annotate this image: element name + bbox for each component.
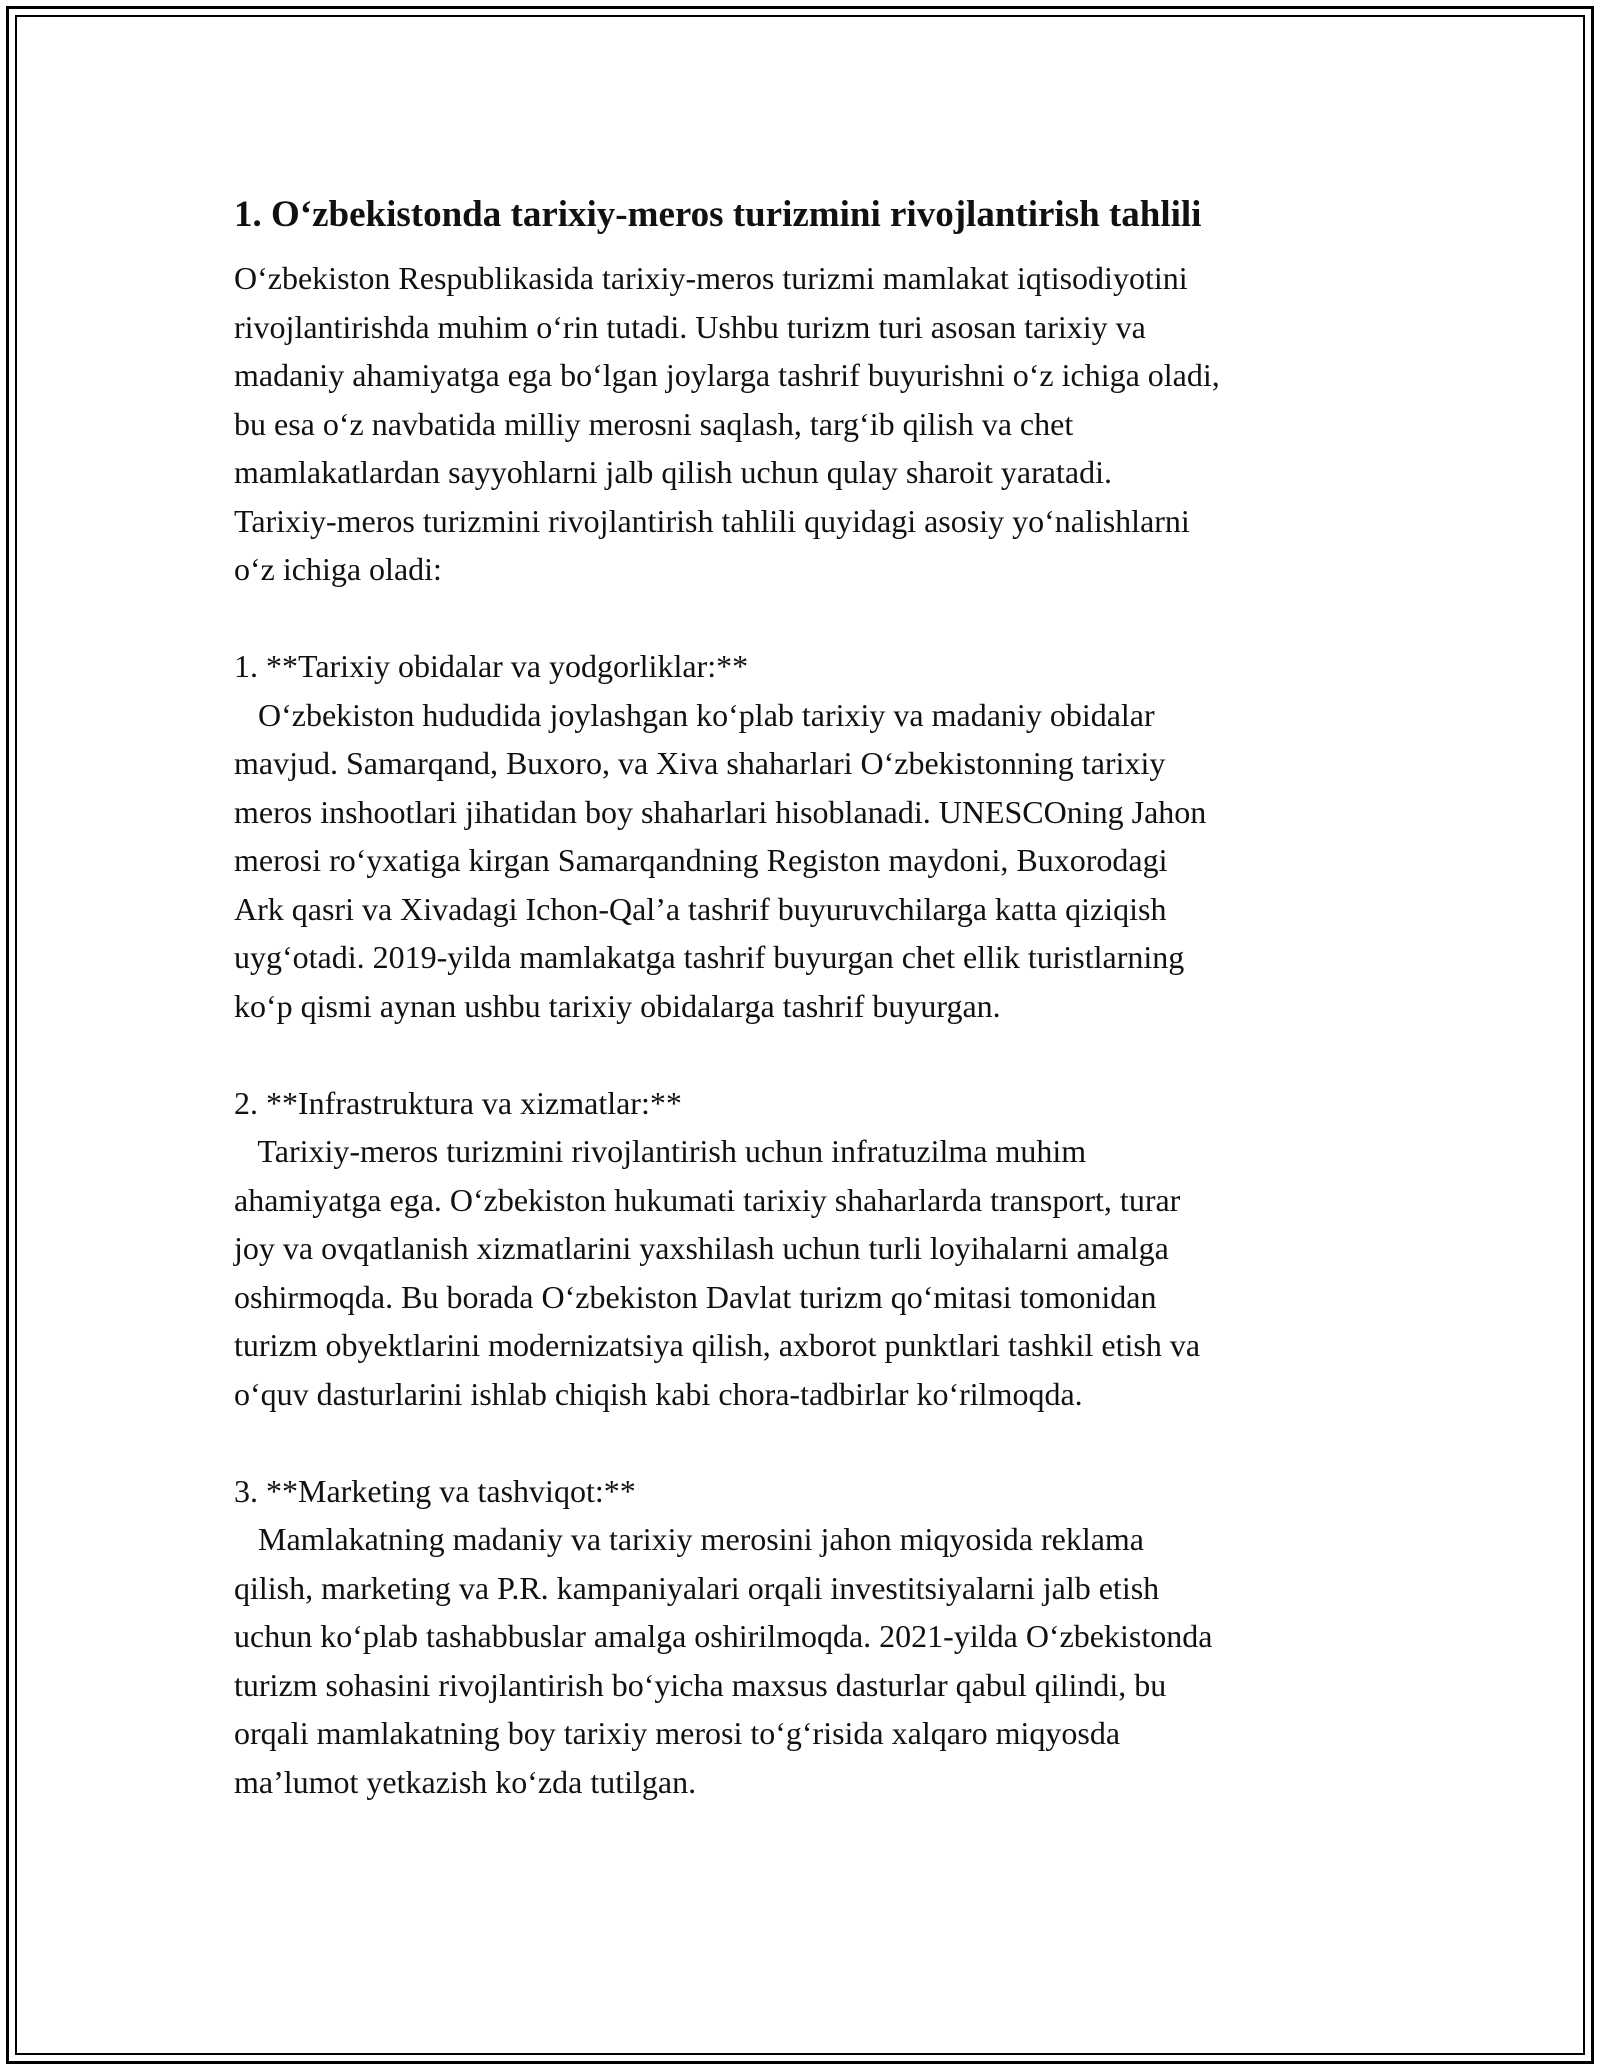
text-line: turizm obyektlarini modernizatsiya qilish, axborot punktlari tashkil etish va xyxy=(234,1327,1201,1363)
blank-line xyxy=(234,594,1394,643)
text-line: orqali mamlakatning boy tarixiy merosi to‘g‘risida xalqaro miqyosda xyxy=(234,1715,1121,1751)
text-line: o‘quv dasturlarini ishlab chiqish kabi chora-tadbirlar ko‘rilmoqda. xyxy=(234,1375,1083,1412)
text-line: ahamiyatga ega. O‘zbekiston hukumati tarixiy shaharlarda transport, turar xyxy=(234,1181,1181,1218)
text-line: joy va ovqatlanish xizmatlarini yaxshilash uchun turli loyihalarni amalga xyxy=(234,1230,1169,1266)
text-line: Mamlakatning madaniy va tarixiy merosini jahon miqyosida reklama xyxy=(234,1521,1144,1557)
blank-line xyxy=(234,1030,1394,1079)
list-item-historical-sites xyxy=(234,642,1394,1030)
list-item-infrastructure xyxy=(234,1079,1394,1419)
text-line: Ark qasri va Xivadagi Ichon-Qal’a tashrif buyuruvchilarga katta qiziqish xyxy=(234,890,1167,927)
document-body xyxy=(234,190,1394,1806)
text-line: O‘zbekiston Respublikasida tarixiy-meros turizmi mamlakat iqtisodiyotini xyxy=(234,260,1188,296)
text-line: Tarixiy-meros turizmini rivojlantirish uchun infratuzilma muhim xyxy=(234,1133,1087,1169)
text-line: Tarixiy-meros turizmini rivojlantirish tahlili quyidagi asosiy yo‘nalishlarni xyxy=(234,502,1190,539)
text-line: rivojlantirishda muhim o‘rin tutadi. Ushbu turizm turi asosan tarixiy va xyxy=(234,308,1146,345)
list-item-title: 2. **Infrastruktura va xizmatlar:** xyxy=(234,1084,682,1121)
text-line: turizm sohasini rivojlantirish bo‘yicha maxsus dasturlar qabul qilindi, bu xyxy=(234,1666,1167,1703)
list-item-title: 3. **Marketing va tashviqot:** xyxy=(234,1472,636,1509)
text-line: ma’lumot yetkazish ko‘zda tutilgan. xyxy=(234,1763,697,1800)
text-line: mamlakatlardan sayyohlarni jalb qilish uchun qulay sharoit yaratadi. xyxy=(234,454,1112,490)
text-line: oshirmoqda. Bu borada O‘zbekiston Davlat turizm qo‘mitasi tomonidan xyxy=(234,1278,1157,1315)
text-line: uyg‘otadi. 2019-yilda mamlakatga tashrif buyurgan chet ellik turistlarning xyxy=(234,939,1185,975)
list-item-title: 1. **Tarixiy obidalar va yodgorliklar:** xyxy=(234,648,749,684)
text-line: merosi ro‘yxatiga kirgan Samarqandning Registon maydoni, Buxorodagi xyxy=(234,842,1168,878)
text-line: O‘zbekiston hududida joylashgan ko‘plab tarixiy va madaniy obidalar xyxy=(234,696,1155,733)
section-heading: 1. O‘zbekistonda tarixiy-meros turizmini rivojlantirish tahlili xyxy=(234,194,1202,235)
text-line: mavjud. Samarqand, Buxoro, va Xiva shaharlari O‘zbekistonning tarixiy xyxy=(234,745,1166,781)
text-line: o‘z ichiga oladi: xyxy=(234,551,442,587)
text-line: qilish, marketing va P.R. kampaniyalari orqali investitsiyalarni jalb etish xyxy=(234,1569,1160,1606)
text-line: meros inshootlari jihatidan boy shaharlari hisoblanadi. UNESCOning Jahon xyxy=(234,793,1207,830)
blank-line xyxy=(234,1418,1394,1467)
intro-paragraph xyxy=(234,254,1394,594)
text-line: uchun ko‘plab tashabbuslar amalga oshirilmoqda. 2021-yilda O‘zbekistonda xyxy=(234,1618,1213,1654)
list-item-marketing xyxy=(234,1467,1394,1807)
text-line: bu esa o‘z navbatida milliy merosni saqlash, targ‘ib qilish va chet xyxy=(234,405,1074,442)
text-line: ko‘p qismi aynan ushbu tarixiy obidalarga tashrif buyurgan. xyxy=(234,987,1001,1024)
text-line: madaniy ahamiyatga ega bo‘lgan joylarga tashrif buyurishni o‘z ichiga oladi, xyxy=(234,357,1220,393)
